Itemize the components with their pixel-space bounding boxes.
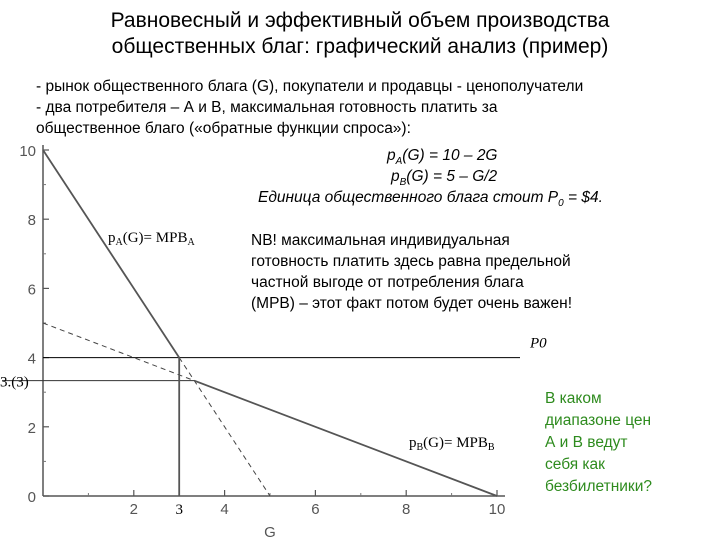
series-0-segment-1: [179, 358, 270, 496]
y-tick-label-5: 10: [19, 143, 36, 160]
p0-label: P0: [530, 335, 547, 352]
series-1-segment-0: [43, 323, 194, 381]
bullet-line-3: общественное благо («обратные функции спроса»):: [36, 120, 411, 137]
nb-line-1: NB! максимальная индивидуальная: [251, 232, 510, 249]
y-tick-label-0: 0: [27, 489, 36, 506]
x-tick-label-1: 4: [220, 501, 229, 518]
question-line-4: себя как: [545, 456, 605, 473]
question-line-1: В каком: [545, 390, 602, 407]
nb-line-3: частной выгоде от потребления блага: [251, 274, 524, 291]
bullet-line-2: - два потребителя – А и В, максимальная готовность платить за: [36, 99, 498, 116]
equation-pb: $p_B(G) = 5 - G/2$: [391, 168, 498, 189]
title-line-1: Равновесный и эффективный объем производства: [110, 9, 610, 32]
series-label-pa: $p_A(G)= MPB_A$: [108, 230, 195, 248]
marked-x-label: 3: [175, 502, 183, 518]
question-line-2: диапазоне цен: [545, 412, 652, 429]
series-0-segment-0: [43, 150, 179, 358]
x-tick-label-0: 2: [129, 501, 138, 518]
marked-y-label: 3.(3): [0, 374, 29, 391]
question-line-5: безбилетники?: [545, 478, 652, 495]
y-tick-label-3: 6: [27, 281, 36, 299]
unit-cost-statement: Единица общественного блага стоит $P_0$ = $4.: [258, 189, 603, 210]
equation-pa: $p_A(G) = 10 - 2G$: [387, 147, 498, 168]
nb-note: [251, 230, 572, 314]
title-line-2: общественных благ: графический анализ (пример): [111, 35, 609, 58]
y-tick-label-4: 8: [27, 212, 36, 230]
nb-line-2: готовность платить здесь равна предельной: [251, 253, 571, 270]
x-axis-label: G: [264, 524, 276, 540]
free-rider-question: [545, 388, 695, 498]
x-tick-label-2: 6: [311, 501, 320, 518]
question-line-3: А и В ведут: [545, 434, 628, 451]
x-tick-label-4: 10: [488, 501, 506, 518]
x-tick-label-3: 8: [402, 501, 411, 518]
bullet-line-1: - рынок общественного блага (G), покупатели и продавцы - ценополучатели: [36, 78, 584, 95]
nb-line-4: (MPB) – этот факт потом будет очень важен!: [251, 295, 573, 312]
y-tick-label-1: 2: [27, 419, 36, 437]
series-label-pb: $p_B(G)= MPB_B$: [409, 435, 495, 453]
y-tick-label-2: 4: [27, 350, 36, 368]
